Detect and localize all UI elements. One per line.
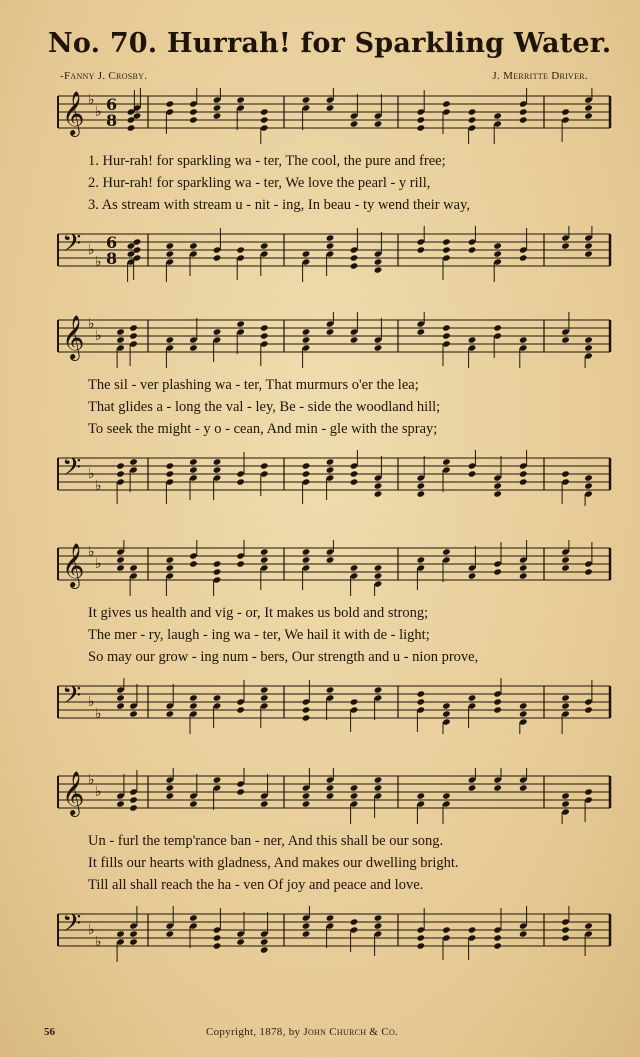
notehead xyxy=(493,568,502,575)
notehead xyxy=(236,788,245,795)
notehead xyxy=(374,914,383,921)
notehead xyxy=(493,250,502,257)
notehead xyxy=(417,556,426,563)
notehead xyxy=(468,926,477,933)
notehead xyxy=(116,694,125,701)
bass-staff xyxy=(48,450,614,506)
notehead xyxy=(519,784,528,791)
treble-clef-icon: 𝄞 xyxy=(62,543,85,587)
copyright-holder: John Church & Co. xyxy=(303,1026,399,1038)
notehead xyxy=(442,246,451,253)
bass-clef-icon: 𝄢 xyxy=(62,453,82,488)
flat-sign-icon: ♭ xyxy=(88,92,95,108)
notehead xyxy=(350,120,359,127)
notehead xyxy=(561,556,570,563)
notehead xyxy=(326,556,335,563)
notehead xyxy=(561,564,570,571)
notehead xyxy=(519,702,528,709)
notehead xyxy=(493,242,502,249)
lyric-line-verse-1: The sil - ver plashing wa - ter, That murmurs o'er the lea; xyxy=(88,377,419,393)
notehead xyxy=(166,470,175,477)
flat-sign-icon: ♭ xyxy=(88,242,95,258)
notehead xyxy=(493,490,502,497)
notehead xyxy=(326,104,335,111)
notehead xyxy=(584,242,593,249)
bass-staff xyxy=(48,678,614,734)
notehead xyxy=(260,800,269,807)
notehead xyxy=(584,568,593,575)
time-signature-icon: 8 xyxy=(106,249,118,268)
notehead xyxy=(326,792,335,799)
notehead xyxy=(584,336,593,343)
notehead xyxy=(350,478,359,485)
notehead xyxy=(519,336,528,343)
flat-sign-icon: ♭ xyxy=(95,254,102,270)
notehead xyxy=(260,242,269,249)
notehead xyxy=(213,776,222,783)
notehead xyxy=(374,490,383,497)
notehead xyxy=(417,690,426,697)
notehead xyxy=(326,686,335,693)
copyright-notice xyxy=(206,1026,398,1038)
notehead xyxy=(260,332,269,339)
notehead xyxy=(129,458,138,465)
notehead xyxy=(302,714,311,721)
notehead xyxy=(260,946,269,953)
notehead xyxy=(213,458,222,465)
notehead xyxy=(584,922,593,929)
notehead xyxy=(417,490,426,497)
notehead xyxy=(417,482,426,489)
notehead xyxy=(166,930,175,937)
notehead xyxy=(302,706,311,713)
notehead xyxy=(260,938,269,945)
lyrics-block xyxy=(88,830,608,896)
notehead xyxy=(213,328,222,335)
flat-sign-icon: ♭ xyxy=(95,784,102,800)
notehead xyxy=(519,930,528,937)
notehead xyxy=(189,116,198,123)
notehead xyxy=(116,800,125,807)
notehead xyxy=(374,344,383,351)
notehead xyxy=(166,336,175,343)
notehead xyxy=(417,246,426,253)
notehead xyxy=(350,918,359,925)
lyrics-block xyxy=(88,602,608,668)
lyric-line-verse-2: 2. Hur-rah! for sparkling wa - ter, We love the pearl - y rill, xyxy=(88,175,431,191)
lyrics-block xyxy=(88,374,608,440)
hymn-title: No. 70. Hurrah! for Sparkling Water. xyxy=(48,28,612,59)
notehead xyxy=(584,482,593,489)
notehead xyxy=(166,462,175,469)
notehead xyxy=(468,694,477,701)
notehead xyxy=(493,482,502,489)
lyric-line-verse-2: That glides a - long the val - ley, Be - side the woodland hill; xyxy=(88,399,441,415)
notehead xyxy=(493,706,502,713)
notehead xyxy=(166,556,175,563)
notehead xyxy=(189,466,198,473)
bass-clef-icon: 𝄢 xyxy=(62,909,82,944)
notehead xyxy=(116,336,125,343)
notehead xyxy=(519,564,528,571)
notehead xyxy=(166,792,175,799)
bass-clef-icon: 𝄢 xyxy=(62,681,82,716)
notehead xyxy=(116,470,125,477)
notehead xyxy=(417,792,426,799)
notehead xyxy=(166,250,175,257)
notehead xyxy=(129,930,138,937)
notehead xyxy=(417,934,426,941)
notehead xyxy=(213,466,222,473)
notehead xyxy=(561,702,570,709)
notehead xyxy=(213,934,222,941)
flat-sign-icon: ♭ xyxy=(88,922,95,938)
time-signature-icon: 6 xyxy=(106,95,118,114)
treble-clef-icon: 𝄞 xyxy=(62,771,85,815)
notehead xyxy=(116,556,125,563)
lyric-line-verse-1: It gives us health and vig - or, It makes us bold and strong; xyxy=(88,605,429,621)
notehead xyxy=(236,560,245,567)
notehead xyxy=(260,116,269,123)
notehead xyxy=(302,462,311,469)
notehead xyxy=(236,938,245,945)
notehead xyxy=(493,934,502,941)
notehead xyxy=(302,96,311,103)
notehead xyxy=(260,556,269,563)
notehead xyxy=(302,800,311,807)
notehead xyxy=(189,344,198,351)
notehead xyxy=(584,112,593,119)
notehead xyxy=(374,120,383,127)
lyric-line-verse-1: 1. Hur-rah! for sparkling wa - ter, The cool, the pure and free; xyxy=(88,153,446,169)
notehead xyxy=(189,560,198,567)
notehead xyxy=(561,934,570,941)
notehead xyxy=(468,336,477,343)
notehead xyxy=(326,914,335,921)
treble-staff xyxy=(48,768,614,824)
notehead xyxy=(236,706,245,713)
notehead xyxy=(584,344,593,351)
notehead xyxy=(374,258,383,265)
flat-sign-icon: ♭ xyxy=(95,328,102,344)
treble-staff xyxy=(48,312,614,368)
notehead xyxy=(166,242,175,249)
lyrics-block xyxy=(88,150,608,216)
treble-clef-icon: 𝄞 xyxy=(62,91,85,135)
notehead xyxy=(584,788,593,795)
notehead xyxy=(417,942,426,949)
notehead xyxy=(116,328,125,335)
notehead xyxy=(561,926,570,933)
notehead xyxy=(129,796,138,803)
notehead xyxy=(302,922,311,929)
notehead xyxy=(166,784,175,791)
lyric-line-verse-1: Un - furl the temp'rance ban - ner, And this shall be our song. xyxy=(88,833,444,849)
notehead xyxy=(584,474,593,481)
notehead xyxy=(213,568,222,575)
lyric-line-verse-3: So may our grow - ing num - bers, Our strength and u - nion prove, xyxy=(88,649,479,665)
flat-sign-icon: ♭ xyxy=(95,934,102,950)
notehead xyxy=(350,470,359,477)
notehead xyxy=(442,926,451,933)
notehead xyxy=(442,710,451,717)
notehead xyxy=(417,116,426,123)
notehead xyxy=(468,116,477,123)
bass-staff xyxy=(48,226,614,282)
treble-staff xyxy=(48,540,614,596)
notehead xyxy=(374,266,383,273)
notehead xyxy=(213,104,222,111)
lyricist-credit: -Fanny J. Crosby. xyxy=(60,70,148,82)
notehead xyxy=(519,470,528,477)
notehead xyxy=(584,250,593,257)
notehead xyxy=(127,124,136,131)
notehead xyxy=(189,800,198,807)
notehead xyxy=(326,784,335,791)
notehead xyxy=(116,564,125,571)
flat-sign-icon: ♭ xyxy=(95,556,102,572)
notehead xyxy=(374,564,383,571)
notehead xyxy=(260,324,269,331)
bass-clef-icon: 𝄢 xyxy=(62,229,82,264)
notehead xyxy=(213,112,222,119)
notehead xyxy=(493,784,502,791)
notehead xyxy=(166,100,175,107)
notehead xyxy=(213,942,222,949)
notehead xyxy=(326,458,335,465)
page-number: 56 xyxy=(44,1026,55,1038)
notehead xyxy=(129,564,138,571)
notehead xyxy=(189,242,198,249)
notehead xyxy=(519,108,528,115)
notehead xyxy=(213,694,222,701)
notehead xyxy=(468,784,477,791)
lyric-line-verse-2: It fills our hearts with gladness, And makes our dwelling bright. xyxy=(88,855,459,871)
copyright-prefix: Copyright, 1878, by xyxy=(206,1026,301,1038)
notehead xyxy=(189,694,198,701)
notehead xyxy=(302,336,311,343)
flat-sign-icon: ♭ xyxy=(88,694,95,710)
notehead xyxy=(442,548,451,555)
notehead xyxy=(374,482,383,489)
notehead xyxy=(561,336,570,343)
lyric-line-verse-3: Till all shall reach the ha - ven Of joy and peace and love. xyxy=(88,877,424,893)
notehead xyxy=(561,694,570,701)
notehead xyxy=(350,254,359,261)
notehead xyxy=(417,698,426,705)
notehead xyxy=(493,698,502,705)
treble-staff xyxy=(48,88,614,144)
notehead xyxy=(189,458,198,465)
notehead xyxy=(350,792,359,799)
notehead xyxy=(260,462,269,469)
flat-sign-icon: ♭ xyxy=(95,478,102,494)
notehead xyxy=(189,108,198,115)
notehead xyxy=(561,792,570,799)
treble-clef-icon: 𝄞 xyxy=(62,315,85,359)
notehead xyxy=(374,686,383,693)
notehead xyxy=(129,938,138,945)
lyric-line-verse-3: 3. As stream with stream u - nit - ing, In beau - ty wend their way, xyxy=(88,197,471,213)
notehead xyxy=(561,800,570,807)
notehead xyxy=(213,254,222,261)
notehead xyxy=(302,548,311,555)
flat-sign-icon: ♭ xyxy=(88,466,95,482)
notehead xyxy=(350,698,359,705)
bass-staff xyxy=(48,906,614,962)
notehead xyxy=(519,116,528,123)
notehead xyxy=(468,470,477,477)
composer-credit: J. Merritte Driver. xyxy=(492,70,588,82)
notehead xyxy=(302,792,311,799)
notehead xyxy=(260,686,269,693)
notehead xyxy=(374,784,383,791)
notehead xyxy=(166,710,175,717)
notehead xyxy=(302,470,311,477)
notehead xyxy=(493,942,502,949)
notehead xyxy=(189,914,198,921)
notehead xyxy=(584,706,593,713)
notehead xyxy=(326,466,335,473)
notehead xyxy=(493,112,502,119)
notehead xyxy=(442,702,451,709)
notehead xyxy=(374,922,383,929)
notehead xyxy=(236,96,245,103)
notehead xyxy=(374,776,383,783)
notehead xyxy=(116,702,125,709)
lyric-line-verse-3: To seek the might - y o - cean, And min - gle with the spray; xyxy=(88,421,438,437)
notehead xyxy=(116,462,125,469)
flat-sign-icon: ♭ xyxy=(88,316,95,332)
notehead xyxy=(493,324,502,331)
notehead xyxy=(350,564,359,571)
notehead xyxy=(236,320,245,327)
notehead xyxy=(417,328,426,335)
notehead xyxy=(561,470,570,477)
notehead xyxy=(302,556,311,563)
notehead xyxy=(326,234,335,241)
notehead xyxy=(166,564,175,571)
notehead xyxy=(236,246,245,253)
notehead xyxy=(350,262,359,269)
notehead xyxy=(519,572,528,579)
notehead xyxy=(129,332,138,339)
notehead xyxy=(213,560,222,567)
notehead xyxy=(129,710,138,717)
notehead xyxy=(519,478,528,485)
notehead xyxy=(189,702,198,709)
time-signature-icon: 8 xyxy=(106,111,118,130)
notehead xyxy=(468,572,477,579)
notehead xyxy=(374,572,383,579)
notehead xyxy=(442,100,451,107)
notehead xyxy=(519,710,528,717)
notehead xyxy=(561,242,570,249)
lyric-line-verse-2: The mer - ry, laugh - ing wa - ter, We hail it with de - light; xyxy=(88,627,430,643)
notehead xyxy=(417,124,426,131)
notehead xyxy=(584,104,593,111)
flat-sign-icon: ♭ xyxy=(95,706,102,722)
notehead xyxy=(129,804,138,811)
notehead xyxy=(326,328,335,335)
notehead xyxy=(129,324,138,331)
notehead xyxy=(442,324,451,331)
notehead xyxy=(302,930,311,937)
flat-sign-icon: ♭ xyxy=(88,544,95,560)
notehead xyxy=(442,458,451,465)
notehead xyxy=(561,108,570,115)
notehead xyxy=(236,478,245,485)
notehead xyxy=(260,548,269,555)
flat-sign-icon: ♭ xyxy=(95,104,102,120)
time-signature-icon: 6 xyxy=(106,233,118,252)
notehead xyxy=(350,336,359,343)
flat-sign-icon: ♭ xyxy=(88,772,95,788)
notehead xyxy=(442,332,451,339)
notehead xyxy=(468,108,477,115)
notehead xyxy=(468,246,477,253)
notehead xyxy=(302,250,311,257)
notehead xyxy=(260,108,269,115)
notehead xyxy=(302,328,311,335)
notehead xyxy=(260,694,269,701)
notehead xyxy=(326,242,335,249)
notehead xyxy=(116,930,125,937)
notehead xyxy=(519,254,528,261)
notehead xyxy=(442,238,451,245)
notehead xyxy=(442,792,451,799)
notehead xyxy=(350,784,359,791)
